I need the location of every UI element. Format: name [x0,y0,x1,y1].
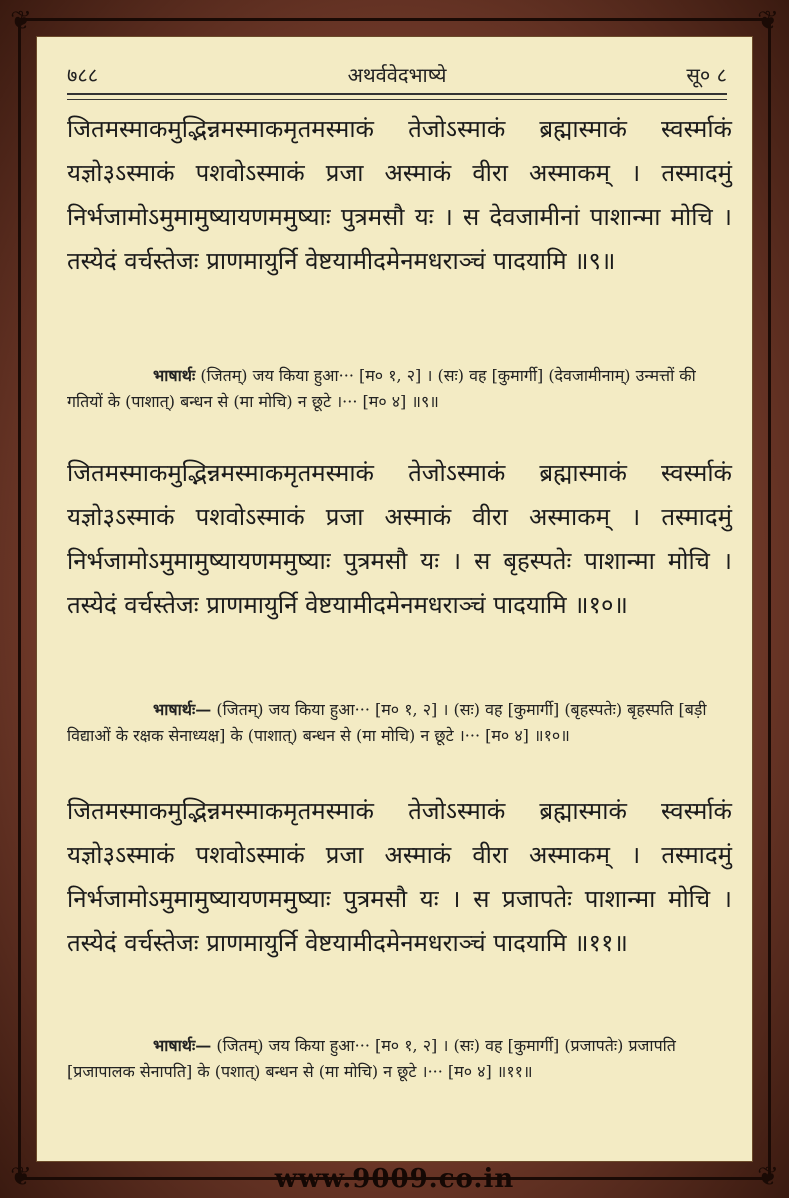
sukta-number: सू० ८ [686,63,727,87]
url-text[interactable]: www.9009.co.in [274,1164,515,1194]
corner-ornament-icon: ❦ [757,1162,779,1192]
page-header [67,61,727,89]
gloss-9 [67,363,732,415]
gloss-label: भाषार्थः— [153,1036,212,1055]
corner-ornament-icon: ❦ [10,1162,32,1192]
gloss-label: भाषार्थः [153,366,196,385]
verse-9: जितमस्माकमुद्भिन्नमस्माकमृतमस्माकं तेजोऽस्माकं ब्रह्मास्माकं स्वर्स्माकं यज्ञो३ऽस्माकं पशवोऽस्माकं प्रजा अस्माकं वीरा अस्माकम् । तस्मादमुं निर्भजामोऽमुमामुष्यायणममुष्याः पुत्रमसौ यः । स देवजामीनां पाशान्मा मोचि । तस्येदं वर्चस्तेजः प्राणमायुर्नि वेष्टयामीदमेनमधराञ्चं पादयामि ॥९॥ [67,115,732,275]
gloss-11 [67,1033,732,1085]
verse-11: जितमस्माकमुद्भिन्नमस्माकमृतमस्माकं तेजोऽस्माकं ब्रह्मास्माकं स्वर्स्माकं यज्ञो३ऽस्माकं पशवोऽस्माकं प्रजा अस्माकं वीरा अस्माकम् । तस्मादमुं निर्भजामोऽमुमामुष्यायणममुष्याः पुत्रमसौ यः । स प्रजापतेः पाशान्मा मोचि । तस्येदं वर्चस्तेजः प्राणमायुर्नि वेष्टयामीदमेनमधराञ्चं पादयामि ॥११॥ [67,797,732,957]
header-rule [67,93,727,100]
gloss-10 [67,697,732,749]
page-title: अथर्ववेदभाष्ये [347,63,447,87]
scanned-page [36,36,753,1162]
gloss-text: (जितम्) जय किया हुआ··· [म० १, २] । (सः) वह [कुमार्गी] (देवजामीनाम्) उन्मत्तों की गतियों के (पाशात्) बन्धन से (मा मोचि) न छूटे ।··· [म० ४] ॥९॥ [67,366,696,411]
corner-ornament-icon: ❦ [10,6,32,36]
corner-ornament-icon: ❦ [757,6,779,36]
gloss-text: (जितम्) जय किया हुआ··· [म० १, २] । (सः) वह [कुमार्गी] (प्रजापतेः) प्रजापति [प्रजापालक सेनापति] के (पशात्) बन्धन से (मा मोचि) न छूटे ।··· [म० ४] ॥११॥ [67,1036,676,1081]
verse-10: जितमस्माकमुद्भिन्नमस्माकमृतमस्माकं तेजोऽस्माकं ब्रह्मास्माकं स्वर्स्माकं यज्ञो३ऽस्माकं पशवोऽस्माकं प्रजा अस्माकं वीरा अस्माकम् । तस्मादमुं निर्भजामोऽमुमामुष्यायणममुष्याः पुत्रमसौ यः । स बृहस्पतेः पाशान्मा मोचि । तस्येदं वर्चस्तेजः प्राणमायुर्नि वेष्टयामीदमेनमधराञ्चं पादयामि ॥१०॥ [67,459,732,619]
page-number: ७८८ [67,63,99,87]
gloss-label: भाषार्थः— [153,700,212,719]
website-url[interactable] [0,1162,789,1198]
gloss-text: (जितम्) जय किया हुआ··· [म० १, २] । (सः) वह [कुमार्गी] (बृहस्पतेः) बृहस्पति [बड़ी विद्याओं के रक्षक सेनाध्यक्ष] के (पाशात्) बन्धन से (मा मोचि) न छूटे ।··· [म० ४] ॥१०॥ [67,700,707,745]
